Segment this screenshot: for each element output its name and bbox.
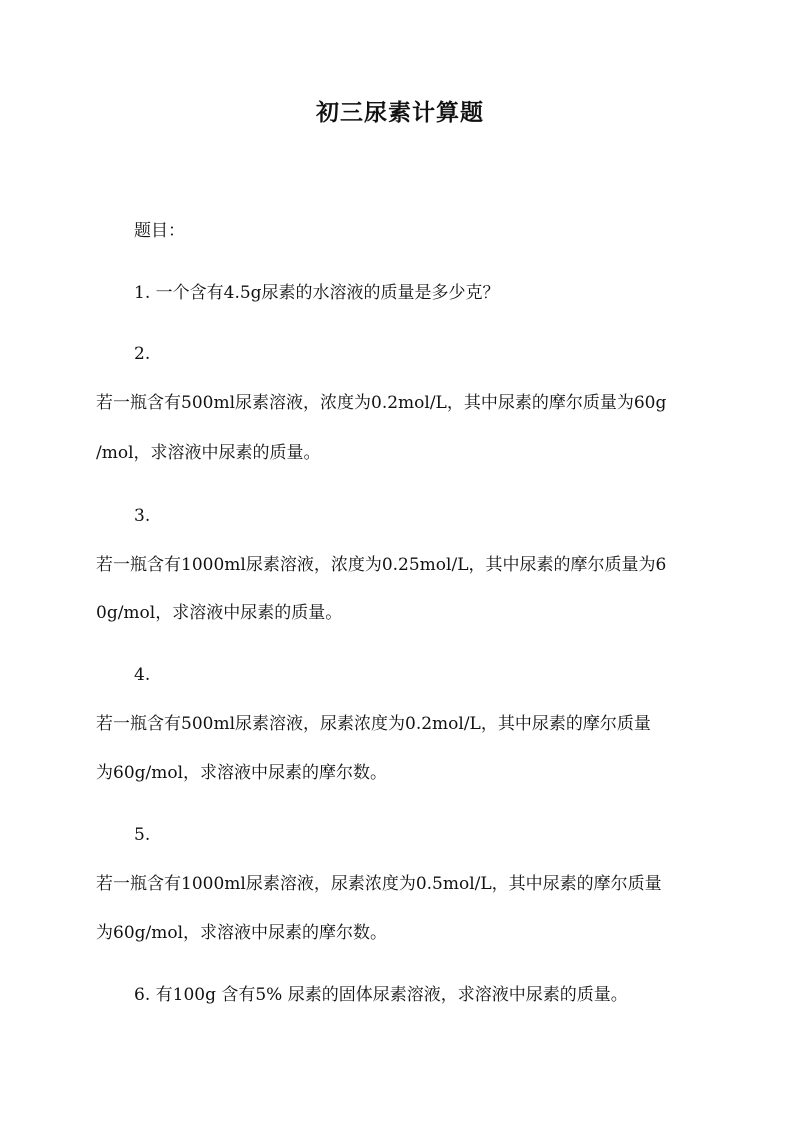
question-6: 6. 有100g 含有5% 尿素的固体尿素溶液，求溶液中尿素的质量。: [134, 985, 628, 1005]
question-5-number: 5.: [134, 825, 151, 845]
question-3-line-1: 若一瓶含有1000ml尿素溶液，浓度为0.25mol/L，其中尿素的摩尔质量为6: [96, 555, 667, 575]
question-5-line-1: 若一瓶含有1000ml尿素溶液，尿素浓度为0.5mol/L，其中尿素的摩尔质量: [96, 874, 662, 894]
page-title: 初三尿素计算题: [316, 99, 484, 126]
question-3-number: 3.: [134, 506, 151, 526]
question-2-number: 2.: [134, 344, 151, 364]
question-4-line-2: 为60g/mol，求溶液中尿素的摩尔数。: [96, 763, 388, 783]
question-4-line-1: 若一瓶含有500ml尿素溶液，尿素浓度为0.2mol/L，其中尿素的摩尔质量: [96, 714, 651, 734]
question-1: 1. 一个含有4.5g尿素的水溶液的质量是多少克？: [134, 283, 500, 303]
question-2-line-2: /mol，求溶液中尿素的质量。: [96, 443, 321, 463]
question-3-line-2: 0g/mol，求溶液中尿素的质量。: [96, 603, 343, 623]
intro-label: 题目：: [134, 221, 185, 241]
question-2-line-1: 若一瓶含有500ml尿素溶液，浓度为0.2mol/L，其中尿素的摩尔质量为60g: [96, 393, 667, 413]
question-4-number: 4.: [134, 665, 151, 685]
question-5-line-2: 为60g/mol，求溶液中尿素的摩尔数。: [96, 923, 388, 943]
